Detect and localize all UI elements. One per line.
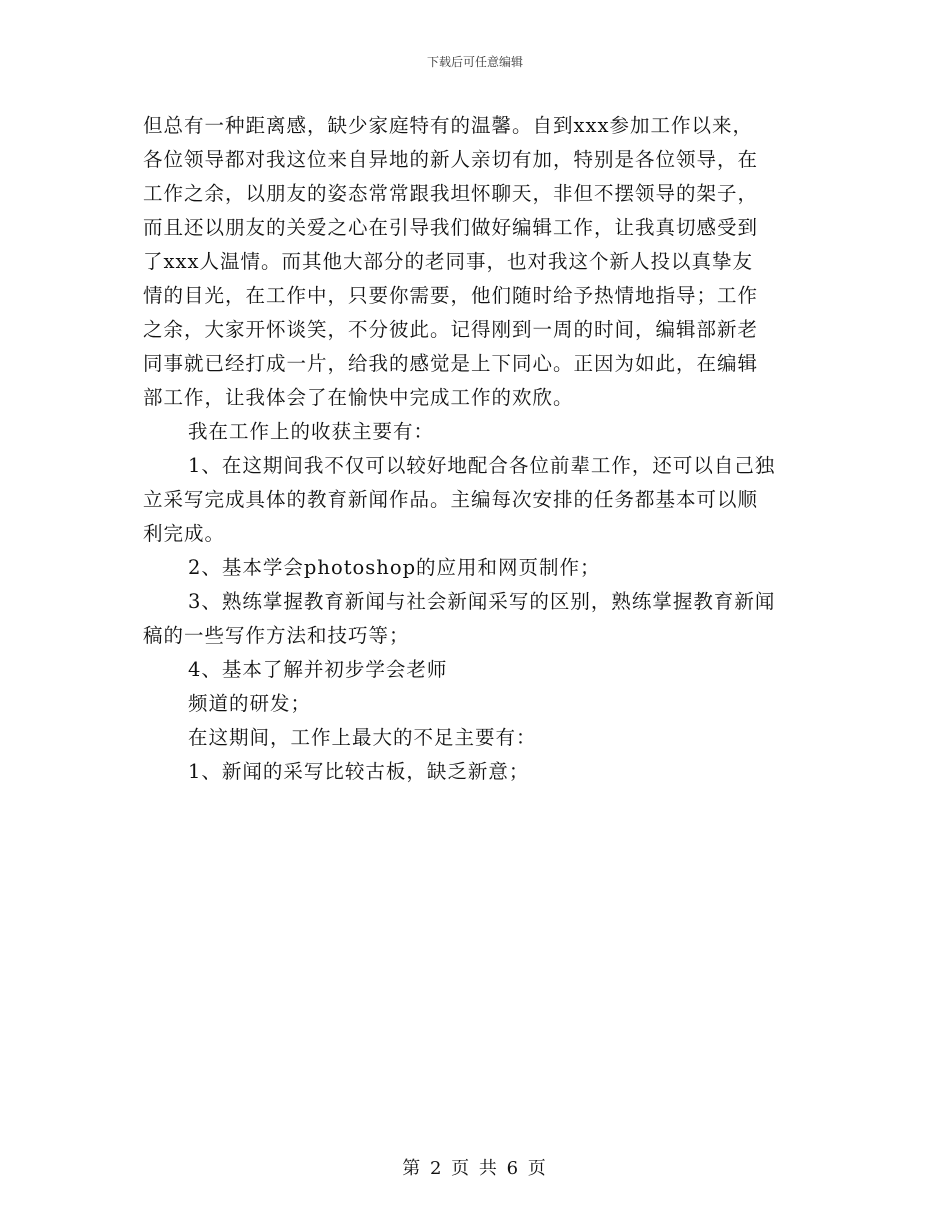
- section-heading: 我在工作上的收获主要有：: [188, 420, 435, 443]
- list-item: 1、在这期间我不仅可以较好地配合各位前辈工作，还可以自己独: [188, 454, 776, 477]
- page-header: 下载后可任意编辑: [426, 55, 523, 69]
- list-item: 3、熟练掌握教育新闻与社会新闻采写的区别，熟练掌握教育新闻: [188, 590, 776, 613]
- text-line: 工作之余，以朋友的姿态常常跟我坦怀聊天，非但不摆领导的架子，: [143, 182, 759, 205]
- text-line: 部工作，让我体会了在愉快中完成工作的欢欣。: [143, 386, 574, 409]
- text-line: 了xxx人温情。而其他大部分的老同事，也对我这个新人投以真挚友: [143, 250, 753, 273]
- section-heading: 在这期间，工作上最大的不足主要有：: [188, 726, 537, 749]
- list-item: 2、基本学会photoshop的应用和网页制作；: [188, 556, 601, 579]
- text-line: 立采写完成具体的教育新闻作品。主编每次安排的任务都基本可以顺: [143, 488, 759, 511]
- text-line: 情的目光，在工作中，只要你需要，他们随时给予热情地指导；工作: [143, 284, 759, 307]
- page-number: 第 2 页 共 6 页: [402, 1158, 548, 1179]
- text-line: 利完成。: [143, 522, 226, 545]
- list-item: 1、新闻的采写比较古板，缺乏新意；: [188, 760, 530, 783]
- text-line: 频道的研发；: [188, 692, 312, 715]
- text-line: 之余，大家开怀谈笑，不分彼此。记得刚到一周的时间，编辑部新老: [143, 318, 759, 341]
- document-body: [143, 109, 808, 789]
- text-line: 但总有一种距离感，缺少家庭特有的温馨。自到xxx参加工作以来，: [143, 114, 753, 137]
- text-line: 同事就已经打成一片，给我的感觉是上下同心。正因为如此，在编辑: [143, 352, 759, 375]
- text-line: 而且还以朋友的关爱之心在引导我们做好编辑工作，让我真切感受到: [143, 216, 759, 239]
- list-item: 4、基本了解并初步学会老师: [188, 658, 448, 681]
- text-line: 稿的一些写作方法和技巧等；: [143, 624, 410, 647]
- text-line: 各位领导都对我这位来自异地的新人亲切有加，特别是各位领导，在: [143, 148, 759, 171]
